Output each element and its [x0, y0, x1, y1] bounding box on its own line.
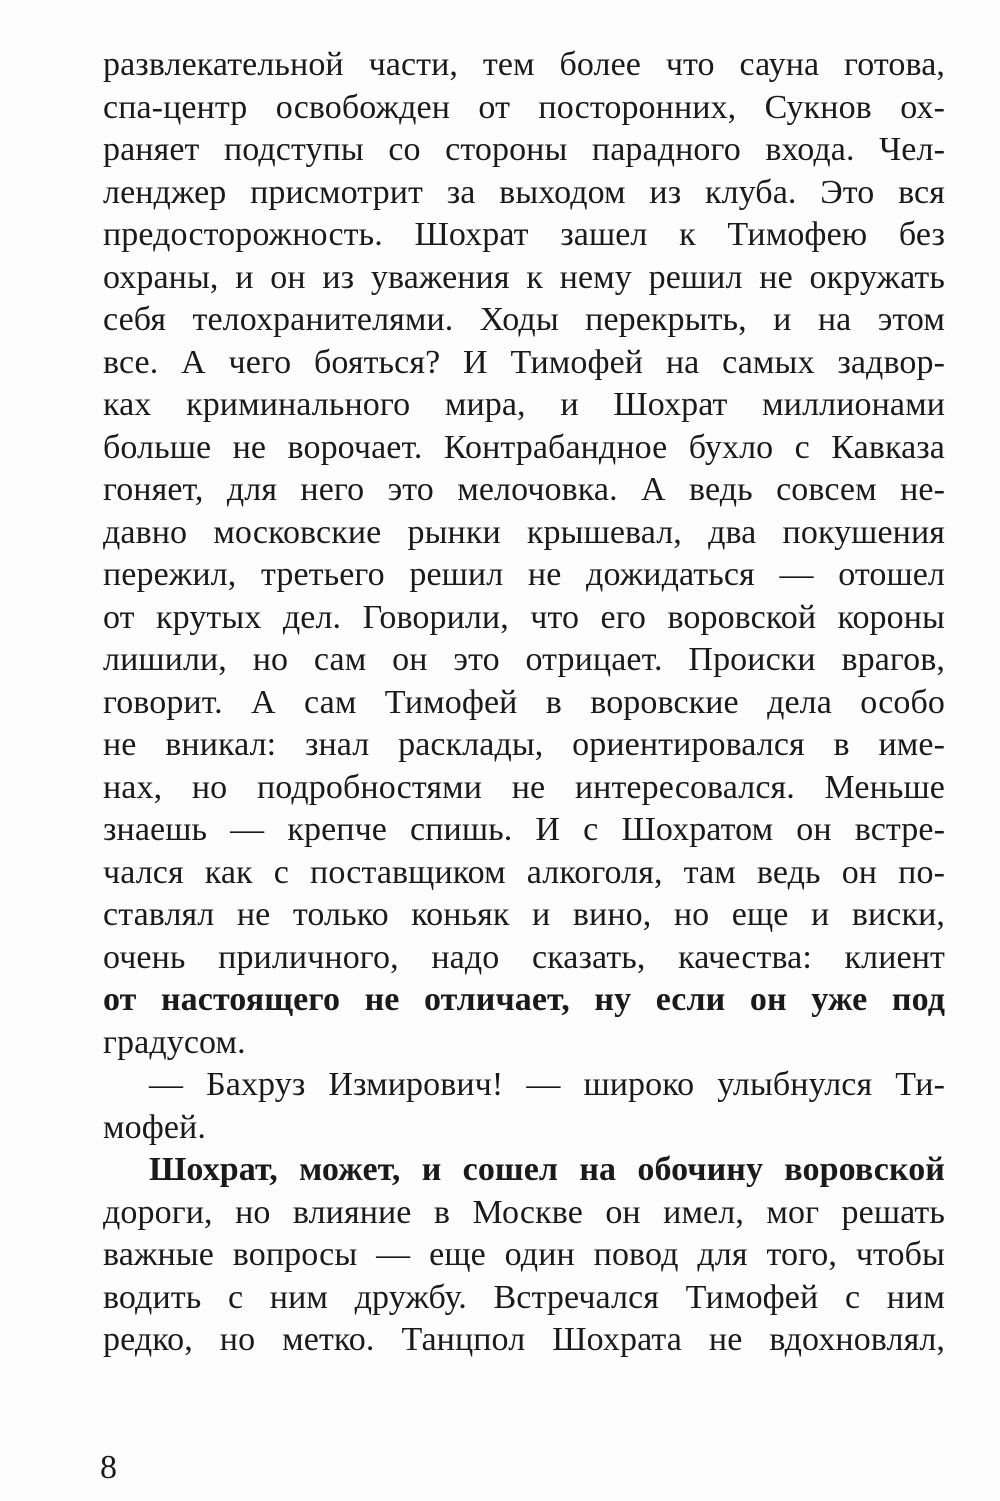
text-line: лишили, но сам он это отрицает. Происки врагов, [103, 641, 945, 678]
text-line: гоняет, для него это мелочовка. А ведь совсем не- [103, 471, 945, 508]
text-line: от настоящего не отличает, ну если он уже под [103, 981, 945, 1018]
text-line: очень приличного, надо сказать, качества: клиент [103, 938, 945, 976]
text-line: давно московские рынки крышевал, два покушения [103, 513, 945, 551]
text-line: водить с ним дружбу. Встречался Тимофей с ним [103, 1278, 945, 1316]
text-line: себя телохранителями. Ходы перекрыть, и на этом [103, 301, 945, 338]
text-line: ках криминального мира, и Шохрат миллионами [103, 386, 945, 423]
text-line: градусом. [103, 1023, 246, 1061]
text-line: не вникал: знал расклады, ориентировался в име- [103, 726, 945, 763]
text-line: ленджер присмотрит за выходом из клуба. Это вся [103, 173, 945, 211]
text-line: важные вопросы — еще один повод для того, чтобы [103, 1236, 945, 1273]
text-line: раняет подступы со стороны парадного входа. Чел- [103, 131, 945, 168]
text-line: ставлял не только коньяк и вино, но еще и виски, [103, 896, 945, 933]
text-line: больше не ворочает. Контрабандное бухло с Кавказа [103, 428, 945, 466]
text-line: говорит. А сам Тимофей в воровские дела особо [103, 683, 945, 721]
text-line: от крутых дел. Говорили, что его воровской короны [103, 598, 945, 636]
text-line: спа-центр освобожден от посторонних, Сукнов ох- [103, 88, 945, 126]
text-line: охраны, и он из уважения к нему решил не окружать [103, 258, 945, 296]
body-text [103, 44, 945, 1362]
page-number: 8 [100, 1449, 117, 1486]
text-line: чался как с поставщиком алкоголя, там ведь он по- [103, 853, 945, 891]
text-line: Шохрат, может, и сошел на обочину воровской [149, 1151, 945, 1188]
text-line: пережил, третьего решил не дожидаться — отошел [103, 556, 945, 593]
text-line: нах, но подробностями не интересовался. Меньше [103, 768, 945, 806]
text-line: мофей. [103, 1108, 206, 1146]
text-line: все. А чего бояться? И Тимофей на самых задвор- [103, 343, 945, 381]
text-line: дороги, но влияние в Москве он имел, мог решать [103, 1193, 945, 1231]
text-line: редко, но метко. Танцпол Шохрата не вдохновлял, [103, 1321, 945, 1358]
text-line: — Бахруз Измирович! — широко улыбнулся Ти- [149, 1066, 945, 1103]
text-line: предосторожность. Шохрат зашел к Тимофею без [103, 216, 945, 253]
text-line: знаешь — крепче спишь. И с Шохратом он встре- [103, 811, 945, 848]
text-line: развлекательной части, тем более что сауна готова, [103, 46, 945, 83]
